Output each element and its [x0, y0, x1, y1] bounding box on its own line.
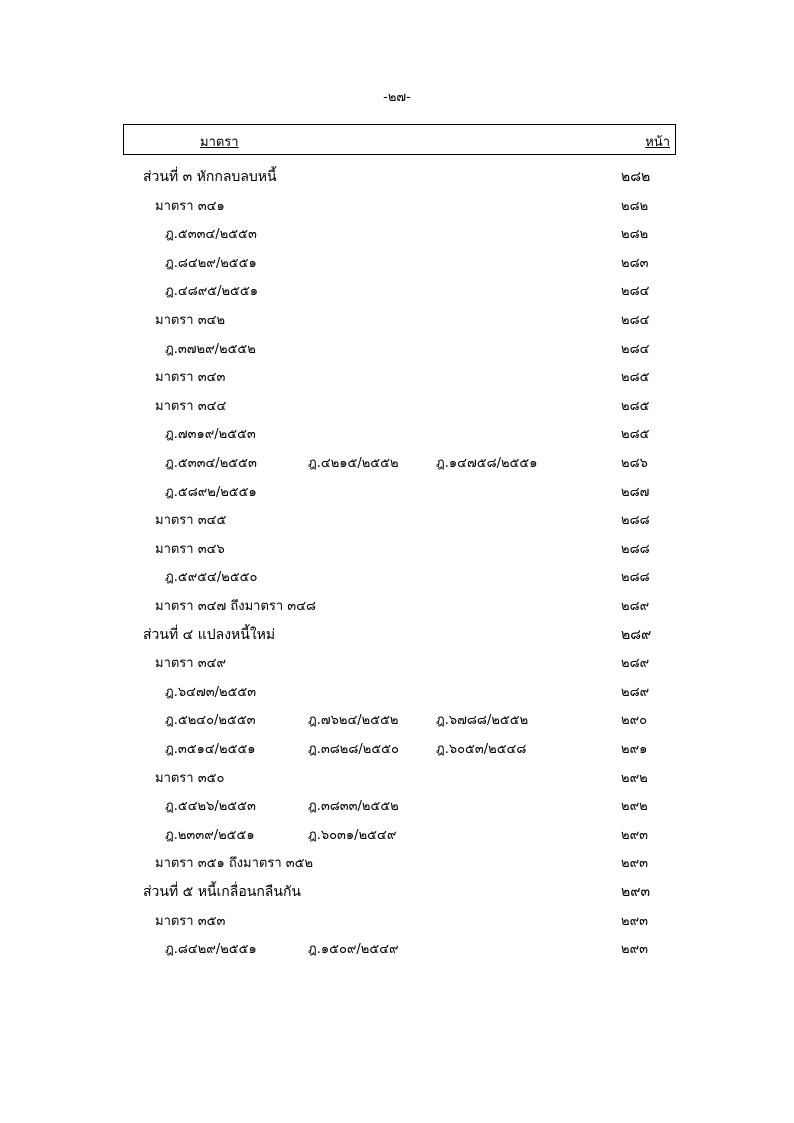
toc-case-row: [0, 938, 794, 958]
case-reference: ฎ.๕๓๓๔/๒๕๕๓: [165, 456, 257, 471]
case-reference: ฎ.๑๔๗๕๘/๒๕๕๑: [436, 456, 538, 471]
toc-case-row: [0, 338, 794, 358]
page-ref: ๒๘๙: [621, 656, 650, 671]
case-reference: ฎ.๗๖๒๔/๒๕๕๒: [308, 713, 399, 728]
case-reference: ฎ.๔๘๙๕/๒๕๕๑: [165, 284, 258, 299]
toc-header: [123, 124, 676, 155]
toc-part-row: [0, 881, 794, 901]
section-title: มาตรา ๓๕๑ ถึงมาตรา ๓๕๒: [155, 856, 314, 871]
case-reference: ฎ.๑๕๐๙/๒๕๔๙: [308, 942, 399, 957]
toc-section-row: [0, 395, 794, 415]
section-title: มาตรา ๓๔๑: [155, 199, 225, 214]
toc-case-row: [0, 795, 794, 815]
toc-section-row: [0, 595, 794, 615]
case-reference: ฎ.๒๓๓๙/๒๕๕๑: [165, 828, 255, 843]
page-ref: ๒๘๓: [621, 256, 649, 271]
case-reference: ฎ.๔๒๑๕/๒๕๕๒: [308, 456, 399, 471]
page-ref: ๒๙๓: [621, 914, 648, 929]
toc-case-row: [0, 252, 794, 272]
page-ref: ๒๘๒: [621, 227, 649, 242]
case-reference: ฎ.๖๐๓๑/๒๕๔๙: [308, 828, 397, 843]
toc-section-row: [0, 767, 794, 787]
toc-part-row: [0, 624, 794, 644]
page-ref: ๒๙๓: [621, 942, 648, 957]
toc-case-row: [0, 738, 794, 758]
section-title: มาตรา ๓๔๙: [155, 656, 226, 671]
section-title: มาตรา ๓๔๓: [155, 370, 226, 385]
toc-case-row: [0, 423, 794, 443]
toc-section-row: [0, 195, 794, 215]
toc-case-row: [0, 709, 794, 729]
page-ref: ๒๙๐: [621, 713, 648, 728]
toc-part-row: [0, 166, 794, 186]
toc-case-row: [0, 452, 794, 472]
toc-case-row: [0, 481, 794, 501]
case-reference: ฎ.๓๗๒๙/๒๕๕๒: [165, 342, 256, 357]
section-title: มาตรา ๓๕๓: [155, 914, 226, 929]
case-reference: ฎ.๖๔๗๓/๒๕๕๓: [165, 685, 257, 700]
page-ref: ๒๘๙: [621, 627, 652, 643]
section-title: มาตรา ๓๔๕: [155, 513, 227, 528]
page-number: -๒๗-: [383, 90, 411, 105]
toc-case-row: [0, 566, 794, 586]
part-title: ส่วนที่ ๓ หักกลบลบหนี้: [143, 169, 277, 185]
section-column-header: มาตรา: [200, 135, 239, 150]
case-reference: ฎ.๕๔๒๖/๒๕๕๓: [165, 799, 256, 814]
case-reference: ฎ.๗๓๑๙/๒๕๕๓: [165, 427, 256, 442]
page-ref: ๒๘๔: [621, 342, 650, 357]
part-title: ส่วนที่ ๕ หนี้เกลื่อนกลืนกัน: [143, 884, 301, 900]
section-title: มาตรา ๓๔๖: [155, 542, 225, 557]
page-ref: ๒๙๒: [621, 799, 648, 814]
page-ref: ๒๙๓: [621, 828, 648, 843]
page-ref: ๒๘๕: [621, 370, 650, 385]
page-ref: ๒๘๘: [621, 570, 650, 585]
page-ref: ๒๘๕: [621, 399, 650, 414]
toc-section-row: [0, 652, 794, 672]
case-reference: ฎ.๖๗๘๘/๒๕๕๒: [436, 713, 529, 728]
case-reference: ฎ.๘๔๒๙/๒๕๕๑: [165, 256, 257, 271]
page-ref: ๒๘๕: [621, 427, 650, 442]
page-ref: ๒๙๑: [621, 742, 648, 757]
toc-section-row: [0, 509, 794, 529]
page-ref: ๒๘๒: [621, 199, 649, 214]
toc-section-row: [0, 538, 794, 558]
case-reference: ฎ.๕๘๙๒/๒๕๕๑: [165, 485, 257, 500]
page-ref: ๒๘๘: [621, 513, 650, 528]
page-ref: ๒๘๗: [621, 485, 650, 500]
part-title: ส่วนที่ ๔ แปลงหนี้ใหม่: [143, 627, 276, 643]
page-ref: ๒๘๔: [621, 284, 650, 299]
page-column-header: หน้า: [645, 135, 670, 150]
case-reference: ฎ.๓๕๑๔/๒๕๕๑: [165, 742, 256, 757]
page-ref: ๒๘๙: [621, 599, 650, 614]
page-ref: ๒๙๓: [621, 884, 651, 900]
toc-section-row: [0, 366, 794, 386]
section-title: มาตรา ๓๔๒: [155, 313, 226, 328]
toc-case-row: [0, 824, 794, 844]
page-ref: ๒๙๓: [621, 856, 648, 871]
case-reference: ฎ.๕๙๕๔/๒๕๕๐: [165, 570, 258, 585]
case-reference: ฎ.๕๓๓๔/๒๕๕๓: [165, 227, 257, 242]
toc-case-row: [0, 280, 794, 300]
page-ref: ๒๘๔: [621, 313, 650, 328]
page-ref: ๒๙๒: [621, 771, 648, 786]
page-ref: ๒๘๒: [621, 169, 651, 185]
page-ref: ๒๘๙: [621, 685, 650, 700]
section-title: มาตรา ๓๕๐: [155, 771, 225, 786]
section-title: มาตรา ๓๔๗ ถึงมาตรา ๓๔๘: [155, 599, 317, 614]
case-reference: ฎ.๘๔๒๙/๒๕๕๑: [165, 942, 257, 957]
toc-section-row: [0, 309, 794, 329]
case-reference: ฎ.๓๘๒๘/๒๕๕๐: [308, 742, 399, 757]
section-title: มาตรา ๓๔๔: [155, 399, 227, 414]
case-reference: ฎ.๖๐๕๓/๒๕๔๘: [436, 742, 527, 757]
case-reference: ฎ.๓๘๓๓/๒๕๕๒: [308, 799, 399, 814]
page-ref: ๒๘๖: [621, 456, 648, 471]
toc-case-row: [0, 223, 794, 243]
case-reference: ฎ.๕๒๔๐/๒๕๕๓: [165, 713, 256, 728]
toc-section-row: [0, 852, 794, 872]
page-ref: ๒๘๘: [621, 542, 650, 557]
toc-case-row: [0, 681, 794, 701]
toc-section-row: [0, 910, 794, 930]
